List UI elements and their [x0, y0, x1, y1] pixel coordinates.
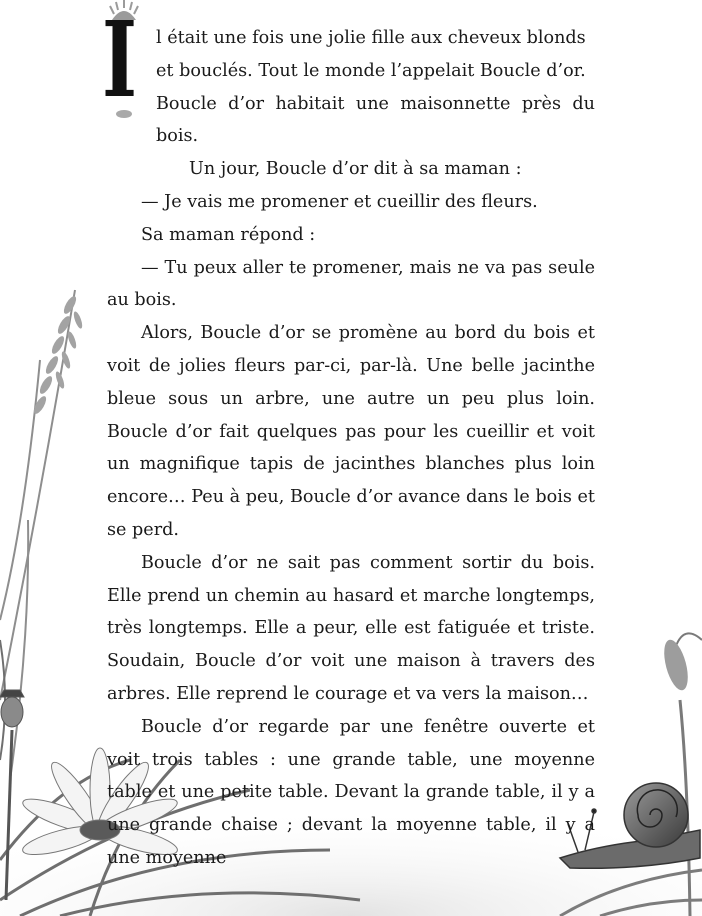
paragraph: Alors, Boucle d’or se promène au bord du bois et voit de jolies fleurs par-ci, par-là. Une belle jacinthe bleue sous un arbre, une autre un peu plus loin. Boucle d’or fait quelques pas pour les cueillir et voit un magnifique tapis de jacinthes blanches plus loin encore… Peu à peu, Boucle d’or avance dans le bois et se perd.: [107, 323, 595, 540]
first-paragraph: [107, 22, 595, 153]
paragraph: Boucle d’or ne sait pas comment sortir du bois. Elle prend un chemin au hasard et marche longtemps, très longtemps. Elle a peur, elle est fatiguée et triste. Soudain, Boucle d’or voit une maison à travers des arbres. Elle reprend le courage et va vers la maison…: [107, 552, 595, 704]
dropcap-letter: I: [102, 0, 138, 121]
paragraph: — Je vais me promener et cueillir des fleurs.: [141, 191, 538, 212]
story-text: [107, 22, 595, 875]
paragraph: Un jour, Boucle d’or dit à sa maman :: [189, 159, 522, 180]
paragraph: — Tu peux aller te promener, mais ne va pas seule au bois.: [107, 257, 595, 311]
paragraph: Sa maman répond :: [141, 224, 316, 245]
paragraph-line: et bouclés. Tout le monde l’appelait Boucle d’or.: [156, 60, 586, 81]
paragraph-line: l était une fois une jolie fille aux cheveux blonds: [156, 28, 586, 48]
paragraph-line: Boucle d’or habitait une maisonnette près du bois.: [156, 93, 595, 147]
paragraph: Boucle d’or regarde par une fenêtre ouverte et voit trois tables : une grande table, une moyenne table et une petite table. Devant la grande table, il y a une grande chaise ; devant la moyenne table, il y a une moyenne: [107, 716, 595, 868]
